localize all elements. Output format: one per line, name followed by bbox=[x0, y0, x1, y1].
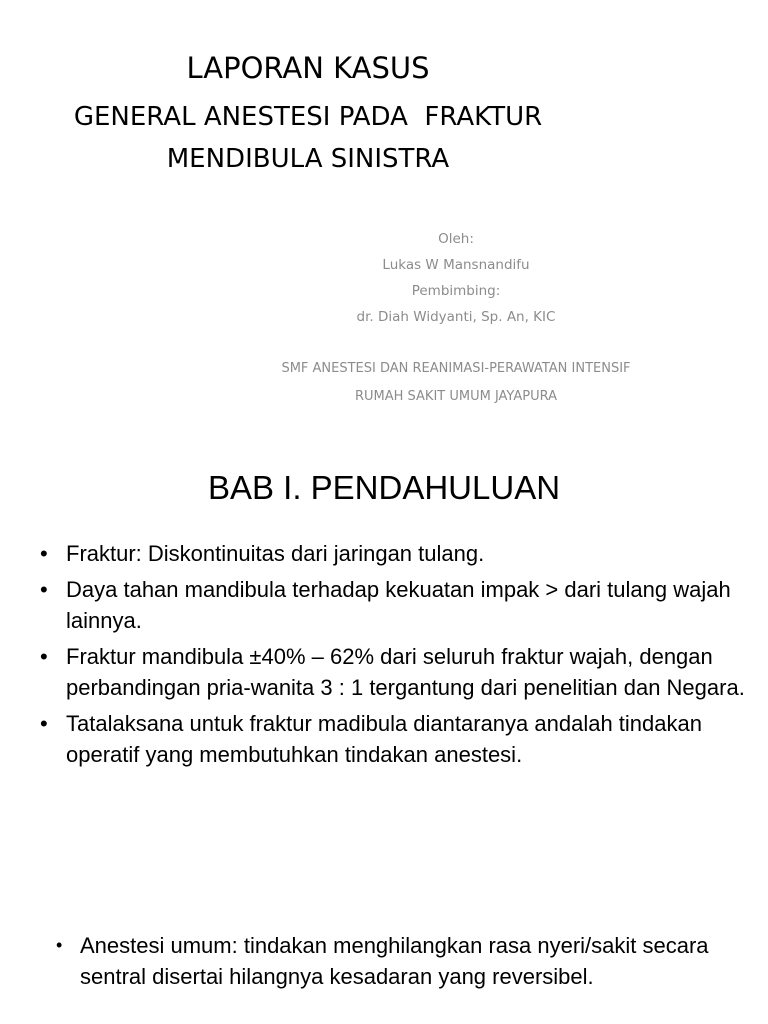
list-item-text: Fraktur mandibula ±40% – 62% dari seluruh fraktur wajah, dengan perbandingan pria-wanita 3 : 1 tergantung dari penelitian dan Negara. bbox=[66, 644, 745, 700]
bullet-list bbox=[40, 538, 760, 775]
list-item-text: Daya tahan mandibula terhadap kekuatan impak > dari tulang wajah lainnya. bbox=[66, 577, 731, 633]
list-item bbox=[40, 708, 760, 770]
list-item bbox=[56, 930, 756, 992]
credits-block bbox=[230, 226, 682, 330]
list-item bbox=[40, 574, 760, 636]
supervisor-name: dr. Diah Widyanti, Sp. An, KIC bbox=[356, 309, 556, 325]
bullet-list-next bbox=[56, 930, 756, 992]
subtitle-line-1: GENERAL ANESTESI PADA FRAKTUR bbox=[73, 102, 543, 132]
bullet-icon: • bbox=[40, 541, 48, 566]
bullet-icon: • bbox=[40, 711, 48, 736]
institution-hospital: RUMAH SAKIT UMUM JAYAPURA bbox=[354, 389, 558, 404]
section-heading: BAB I. PENDAHULUAN bbox=[207, 469, 561, 506]
list-item-text: Tatalaksana untuk fraktur madibula diantaranya andalah tindakan operatif yang membutuhkan tindakan anestesi. bbox=[66, 711, 702, 767]
list-item-text: Fraktur: Diskontinuitas dari jaringan tulang. bbox=[66, 541, 485, 566]
subtitle-line-2: MENDIBULA SINISTRA bbox=[166, 144, 450, 174]
bullet-icon: • bbox=[40, 577, 48, 602]
report-title: LAPORAN KASUS bbox=[186, 51, 430, 85]
list-item bbox=[40, 538, 760, 569]
list-item bbox=[40, 641, 760, 703]
supervisor-label: Pembimbing: bbox=[411, 283, 501, 299]
report-subtitle bbox=[0, 96, 616, 180]
author-name: Lukas W Mansnandifu bbox=[382, 257, 530, 273]
institution-department: SMF ANESTESI DAN REANIMASI-PERAWATAN INTENSIF bbox=[281, 361, 631, 376]
bullet-icon: • bbox=[56, 935, 63, 955]
bullet-icon: • bbox=[40, 644, 48, 669]
institution-block bbox=[230, 355, 682, 411]
by-label: Oleh: bbox=[438, 231, 474, 247]
list-item-text: Anestesi umum: tindakan menghilangkan rasa nyeri/sakit secara sentral disertai hilangnya kesadaran yang reversibel. bbox=[80, 933, 709, 989]
